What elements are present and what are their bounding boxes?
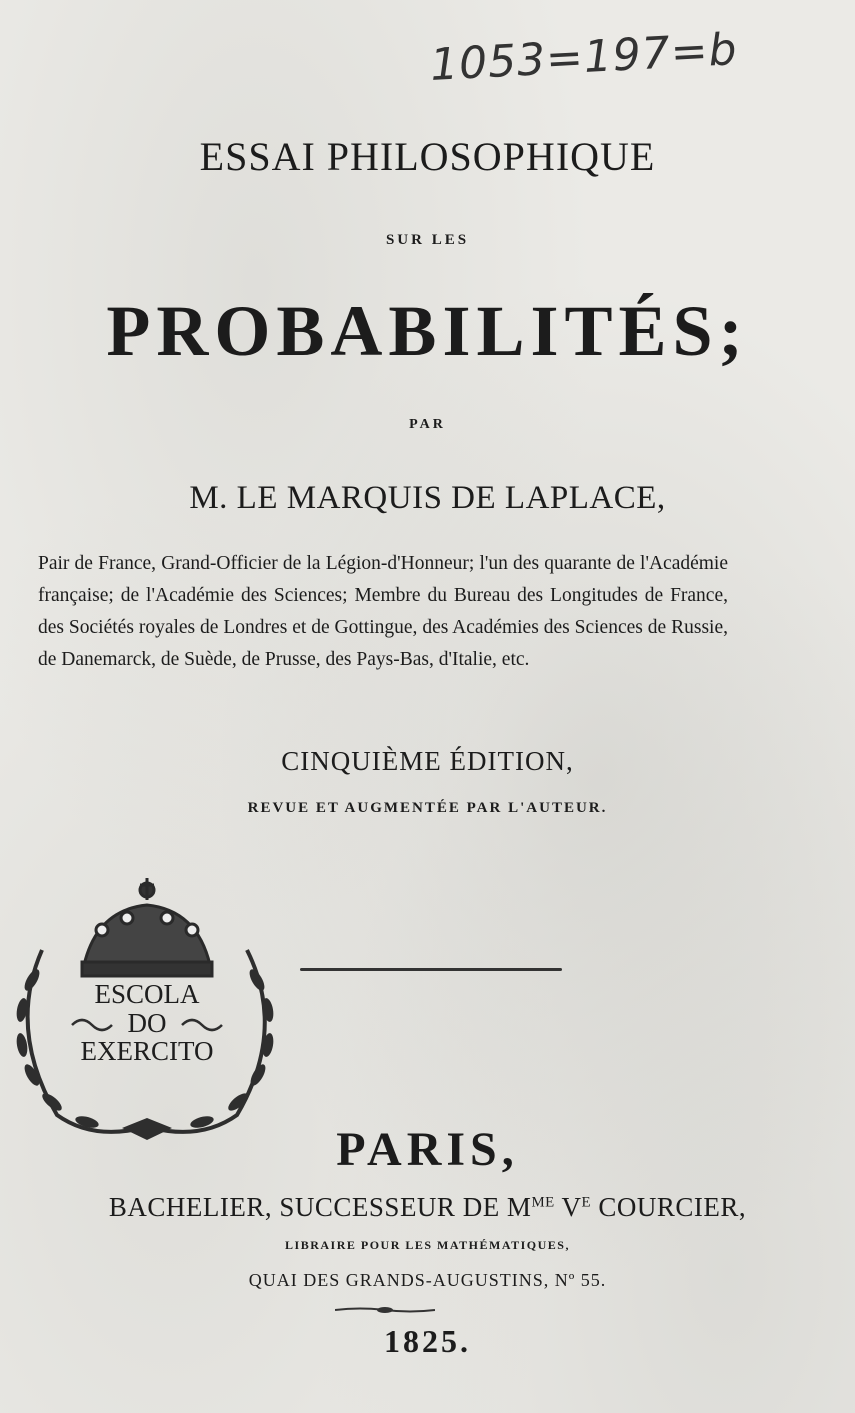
edition-label: CINQUIÈME ÉDITION, [281, 746, 574, 776]
imprint-publisher: BACHELIER, SUCCESSEUR DE $M^{ME}$ $V^E$ COURCIER, [108, 1192, 747, 1222]
ornament-rule-icon [335, 1305, 435, 1315]
stamp-line-2: DO [127, 1008, 167, 1038]
imprint-year: 1825. [384, 1323, 471, 1359]
imprint-address: QUAI DES GRANDS-AUGUSTINS, Nº 55. [248, 1270, 607, 1290]
imprint-city: PARIS, [336, 1123, 519, 1176]
author-name: M. LE MARQUIS DE LAPLACE, [189, 480, 666, 516]
handwritten-shelfmark: 1053=197=b [428, 23, 739, 92]
by-line: PAR [409, 417, 446, 432]
library-stamp [2, 870, 292, 1150]
edition-note: REVUE ET AUGMENTÉE PAR L'AUTEUR. [247, 800, 608, 816]
stamp-line-1: ESCOLA [94, 979, 200, 1009]
title-line-1: ESSAI PHILOSOPHIQUE [199, 134, 656, 179]
stamp-line-3: EXERCITO [80, 1036, 214, 1066]
title-line-2: SUR LES [385, 232, 470, 248]
title-main: PROBABILITÉS; [106, 291, 749, 371]
imprint-trade: LIBRAIRE POUR LES MATHÉMATIQUES, [285, 1238, 570, 1252]
divider-rule [300, 968, 562, 971]
author-titles: Pair de France, Grand-Officier de la Légion-d'Honneur; l'un des quarante de l'Académie française; de l'Académie des Sciences; Membre du Bureau des Longitudes de France, des Sociétés royales de Londres et de Gottingue, des Académies des Sciences de Russie, de Danemarck, de Suède, de Prusse, des Pays-Bas, d'Italie, etc. [38, 553, 728, 670]
crown-icon [82, 878, 212, 976]
